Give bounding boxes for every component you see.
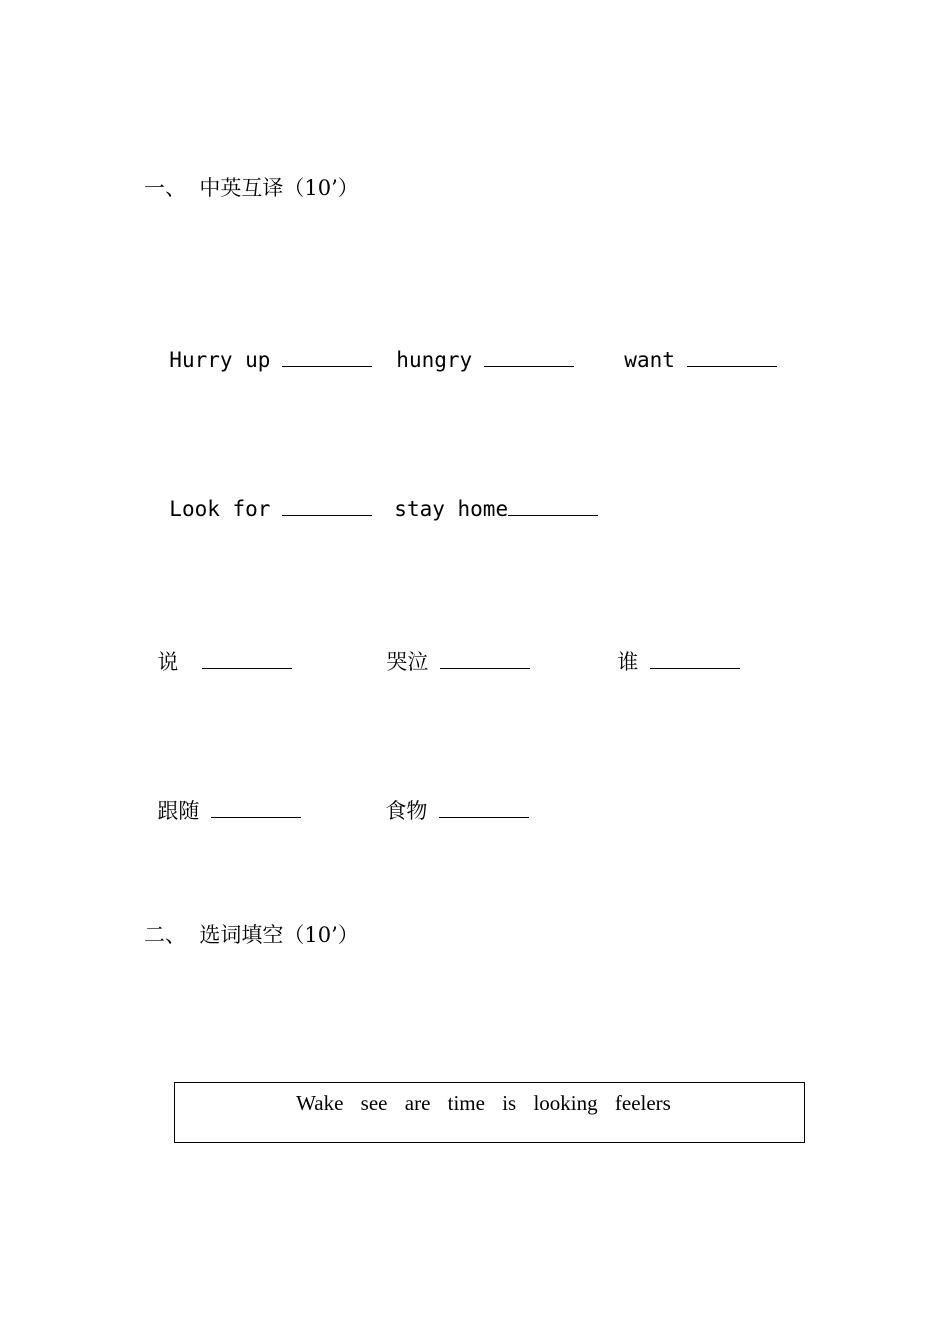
answer-blank[interactable] [282, 365, 372, 367]
word-bank-text: Wake see are time is looking feelers [296, 1091, 671, 1115]
vocab-label: 哭泣 [386, 650, 429, 674]
answer-blank[interactable] [484, 365, 574, 367]
vocab-item [144, 622, 292, 676]
vocab-label: want [624, 348, 675, 372]
vocab-label: 跟随 [157, 799, 200, 823]
vocab-item [372, 771, 529, 825]
answer-blank[interactable] [282, 514, 372, 516]
vocab-label: Look for [169, 497, 271, 521]
vocab-label: 谁 [617, 650, 639, 674]
vocab-label: hungry [396, 348, 473, 372]
vocab-item [599, 324, 777, 372]
answer-blank[interactable] [202, 667, 292, 669]
answer-blank[interactable] [508, 514, 598, 516]
section-1-heading: 一、 中英互译（10’） [144, 176, 359, 200]
vocab-item [373, 622, 530, 676]
answer-blank[interactable] [650, 667, 740, 669]
answer-blank[interactable] [440, 667, 530, 669]
vocab-label: 食物 [385, 799, 428, 823]
answer-blank[interactable] [687, 365, 777, 367]
vocab-item [604, 622, 740, 676]
vocab-label: Hurry up [169, 348, 271, 372]
section-2-heading: 二、 选词填空（10’） [144, 923, 359, 947]
vocab-label: 说 [157, 650, 179, 674]
vocab-item [144, 324, 372, 372]
vocab-label: stay home [394, 497, 509, 521]
answer-blank[interactable] [211, 816, 301, 818]
answer-blank[interactable] [439, 816, 529, 818]
vocab-item [369, 473, 598, 521]
vocab-item [144, 473, 372, 521]
word-bank-box [174, 1082, 805, 1143]
vocab-item [144, 771, 301, 825]
vocab-item [371, 324, 574, 372]
